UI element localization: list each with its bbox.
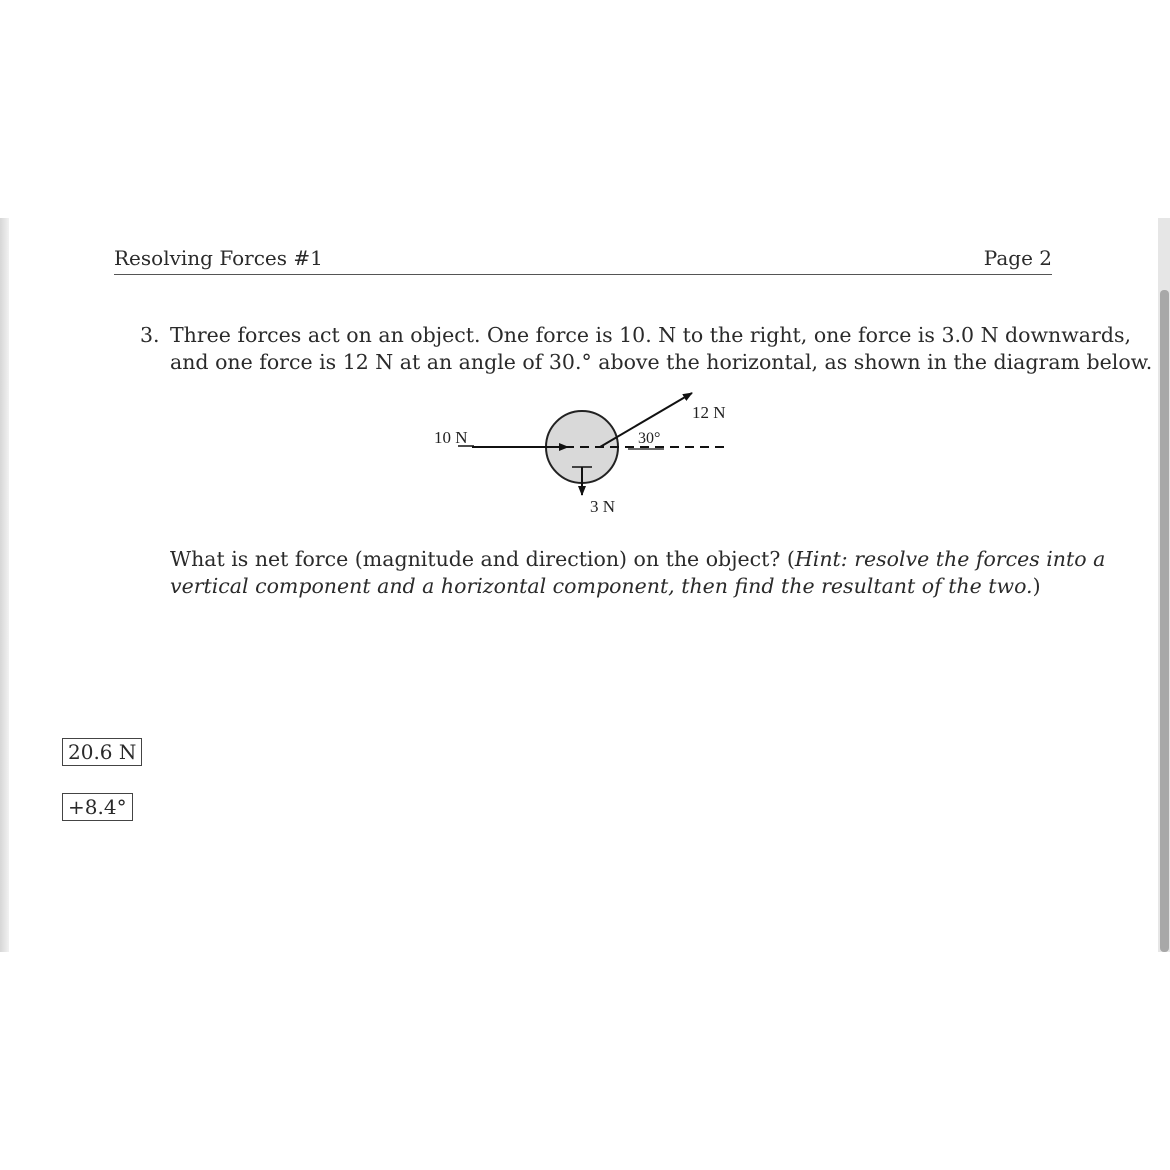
label-12n: 12 N xyxy=(692,403,726,422)
page-left-edge xyxy=(0,218,9,952)
answer-magnitude-box: 20.6 N xyxy=(62,738,142,766)
question-number: 3. xyxy=(140,323,160,347)
label-3n: 3 N xyxy=(590,497,616,516)
question-text-line-1: Three forces act on an object. One force is 10. N to the right, one force is 3.0 N downwards, xyxy=(170,323,1131,347)
prompt-line-2 xyxy=(170,573,1041,600)
document-title: Resolving Forces #1 xyxy=(114,246,323,270)
label-angle: 30° xyxy=(638,430,661,447)
label-10n: 10 N xyxy=(434,428,468,447)
scrollbar-thumb[interactable] xyxy=(1160,290,1169,952)
question-text-line-2: and one force is 12 N at an angle of 30.° above the horizontal, as shown in the diagram below. xyxy=(170,350,1153,374)
prompt-text: What is net force (magnitude and direction) on the object? ( xyxy=(170,547,795,571)
force-diagram xyxy=(420,385,750,525)
hint-line-2: vertical component and a horizontal component, then find the resultant of the two. xyxy=(170,574,1033,598)
page-header xyxy=(114,244,1052,275)
hint-line-1: Hint: resolve the forces into a xyxy=(794,547,1106,571)
answer-angle-box: +8.4° xyxy=(62,793,133,821)
hint-close: ) xyxy=(1032,574,1041,598)
prompt-line-1 xyxy=(170,546,1105,573)
page-number: Page 2 xyxy=(983,246,1052,270)
